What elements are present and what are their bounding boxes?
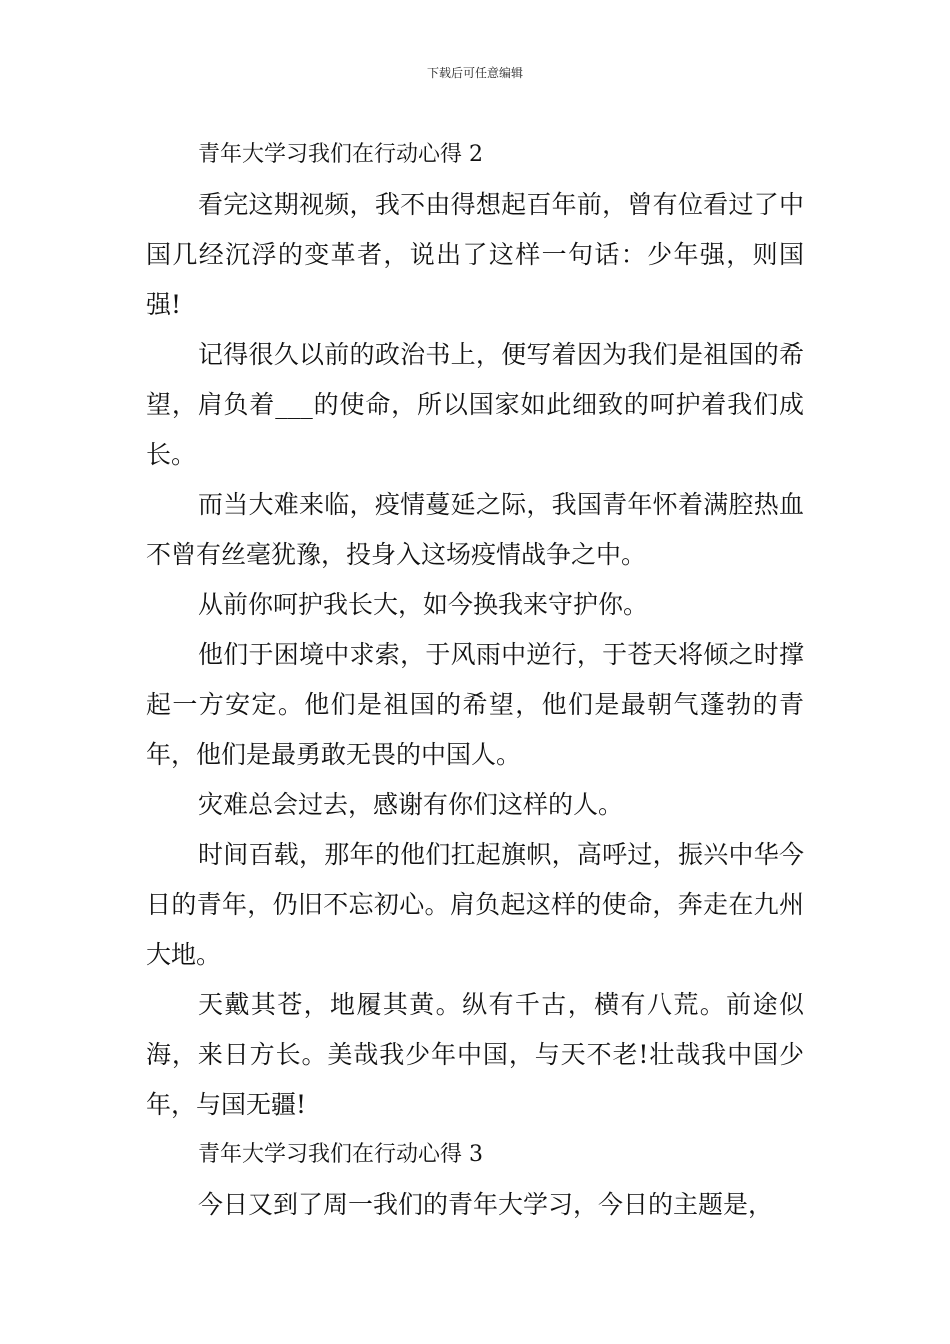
paragraph: 灾难总会过去，感谢有你们这样的人。 bbox=[198, 790, 624, 819]
page-header: 下载后可任意编辑 bbox=[426, 66, 523, 80]
section-title: 青年大学习我们在行动心得 3 bbox=[198, 1142, 483, 1167]
paragraph: 而当大难来临，疫情蔓延之际，我国青年怀着满腔热血不曾有丝毫犹豫，投身入这场疫情战争之中。 bbox=[146, 490, 804, 569]
paragraph: 从前你呵护我长大，如今换我来守护你。 bbox=[198, 590, 649, 619]
paragraph: 天戴其苍，地履其黄。纵有千古，横有八荒。前途似海，来日方长。美哉我少年中国，与天不老!壮哉我中国少年，与国无疆! bbox=[146, 990, 804, 1119]
section-title: 青年大学习我们在行动心得 2 bbox=[198, 142, 483, 167]
document-body bbox=[146, 130, 804, 1230]
paragraph: 时间百载，那年的他们扛起旗帜，高呼过，振兴中华今日的青年，仍旧不忘初心。肩负起这样的使命，奔走在九州大地。 bbox=[146, 840, 804, 969]
paragraph: 他们于困境中求索，于风雨中逆行，于苍天将倾之时撑起一方安定。他们是祖国的希望，他们是最朝气蓬勃的青年，他们是最勇敢无畏的中国人。 bbox=[146, 640, 804, 769]
paragraph: 记得很久以前的政治书上，便写着因为我们是祖国的希望，肩负着___的使命，所以国家如此细致的呵护着我们成长。 bbox=[146, 340, 804, 469]
paragraph: 看完这期视频，我不由得想起百年前，曾有位看过了中国几经沉浮的变革者，说出了这样一句话：少年强，则国强! bbox=[146, 190, 804, 319]
paragraph: 今日又到了周一我们的青年大学习，今日的主题是， bbox=[198, 1190, 774, 1219]
